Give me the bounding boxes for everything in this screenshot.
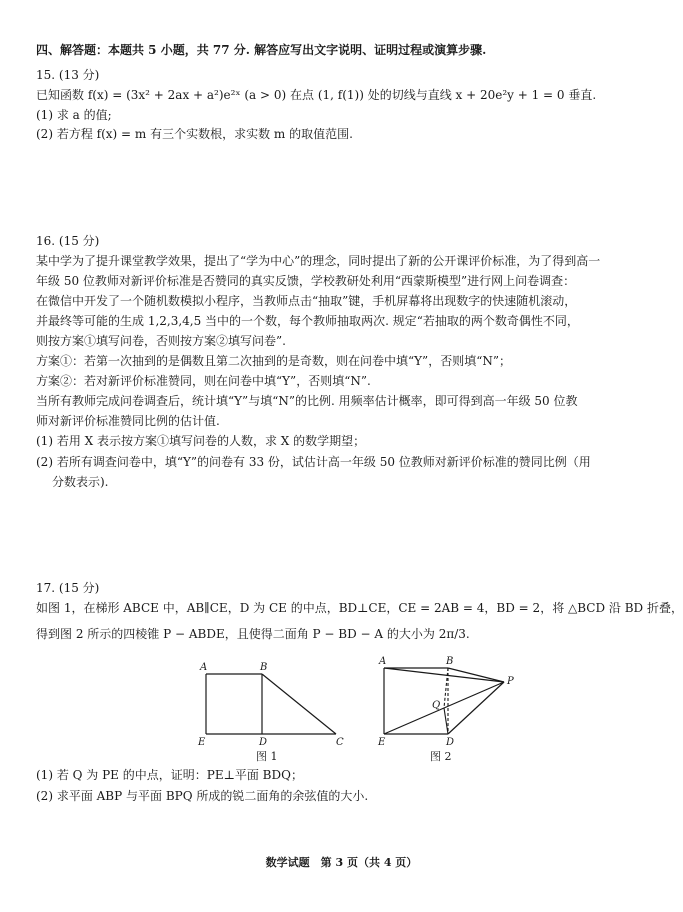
q16-text-line: 年级 50 位教师对新评价标准是否赞同的真实反馈，学校教研处利用“西蒙斯模型”进行网上问卷调查： <box>36 274 576 288</box>
q16-text-line: 方案①：若第一次抽到的是偶数且第二次抽到的是奇数，则在问卷中填“Y”，否则填“N”； <box>36 354 511 368</box>
q17-number: 17. (15 分) <box>36 581 100 595</box>
segment-ap <box>384 668 504 682</box>
label-d: D <box>446 737 455 748</box>
section-header: 四、解答题：本题共 5 小题，共 77 分. 解答应写出文字说明、证明过程或演算步骤. <box>36 43 487 57</box>
q17-line1: 如图 1，在梯形 ABCE 中，AB∥CE，D 为 CE 的中点，BD⊥CE，CE = 2AB = 4，BD = 2，将 △BCD 沿 BD 折叠， <box>36 601 683 615</box>
q16-text-line: 当所有教师完成问卷调查后，统计填“Y”与填“N”的比例. 用频率估计概率，即可得到高一年级 50 位教 <box>36 394 578 408</box>
q15-part2: (2) 若方程 f(x) = m 有三个实数根，求实数 m 的取值范围. <box>36 127 353 141</box>
q16-text-line: 在微信中开发了一个随机数模拟小程序，当教师点击“抽取”键，手机屏幕将出现数字的快速随机滚动， <box>36 294 577 308</box>
segment-dq <box>444 708 448 734</box>
q17-part1: (1) 若 Q 为 PE 的中点，证明：PE⊥平面 BDQ； <box>36 768 303 782</box>
q16-part1: (1) 若用 X 表示按方案①填写问卷的人数，求 X 的数学期望； <box>36 434 366 448</box>
q15-number: 15. (13 分) <box>36 68 100 82</box>
q17-line2: 得到图 2 所示的四棱锥 P − ABDE，且使得二面角 P − BD − A 的大小为 2π/3. <box>36 627 470 641</box>
label-c: C <box>336 737 344 746</box>
page-footer: 数学试题 第 3 页（共 4 页） <box>265 856 418 869</box>
figure-2-pyramid <box>374 654 524 748</box>
q16-text-line: 并最终等可能的生成 1,2,3,4,5 当中的一个数，每个教师抽取两次. 规定“若抽取的两个数奇偶性不同， <box>36 314 579 328</box>
figure-1-trapezoid <box>190 658 350 746</box>
q16-text-line: 某中学为了提升课堂教学效果，提出了“学为中心”的理念，同时提出了新的公开课评价标准，为了得到高一 <box>36 254 601 268</box>
figure-2-caption: 图 2 <box>430 750 452 763</box>
segment-bq <box>444 668 448 708</box>
segment-bp <box>448 668 504 682</box>
label-e: E <box>378 737 386 748</box>
label-p: P <box>507 676 514 687</box>
q16-text-line: 师对新评价标准赞同比例的估计值. <box>36 414 220 428</box>
segment-dp <box>448 682 504 734</box>
label-q: Q <box>432 700 441 711</box>
q16-number: 16. (15 分) <box>36 234 100 248</box>
label-b: B <box>446 656 454 667</box>
label-a: A <box>379 656 387 667</box>
segment-bc <box>262 674 336 734</box>
q15-part1: (1) 求 a 的值; <box>36 108 112 122</box>
q16-part2: (2) 若所有调查问卷中，填“Y”的问卷有 33 份，试估计高一年级 50 位教师对新评价标准的赞同比例（用 <box>36 455 591 469</box>
q16-text-line: 则按方案①填写问卷，否则按方案②填写问卷”. <box>36 334 286 348</box>
q15-stem: 已知函数 f(x) = (3x² + 2ax + a²)e²ˣ (a > 0) 在点 (1, f(1)) 处的切线与直线 x + 20e²y + 1 = 0 垂直. <box>36 88 597 102</box>
label-b: B <box>260 662 268 673</box>
label-e: E <box>198 737 206 746</box>
q16-text-line: 方案②：若对新评价标准赞同，则在问卷中填“Y”，否则填“N”. <box>36 374 371 388</box>
label-a: A <box>200 662 208 673</box>
label-d: D <box>259 737 268 746</box>
q17-part2: (2) 求平面 ABP 与平面 BPQ 所成的锐二面角的余弦值的大小. <box>36 789 369 803</box>
figure-1-caption: 图 1 <box>256 750 278 763</box>
q16-part2-continued: 分数表示). <box>52 475 109 489</box>
